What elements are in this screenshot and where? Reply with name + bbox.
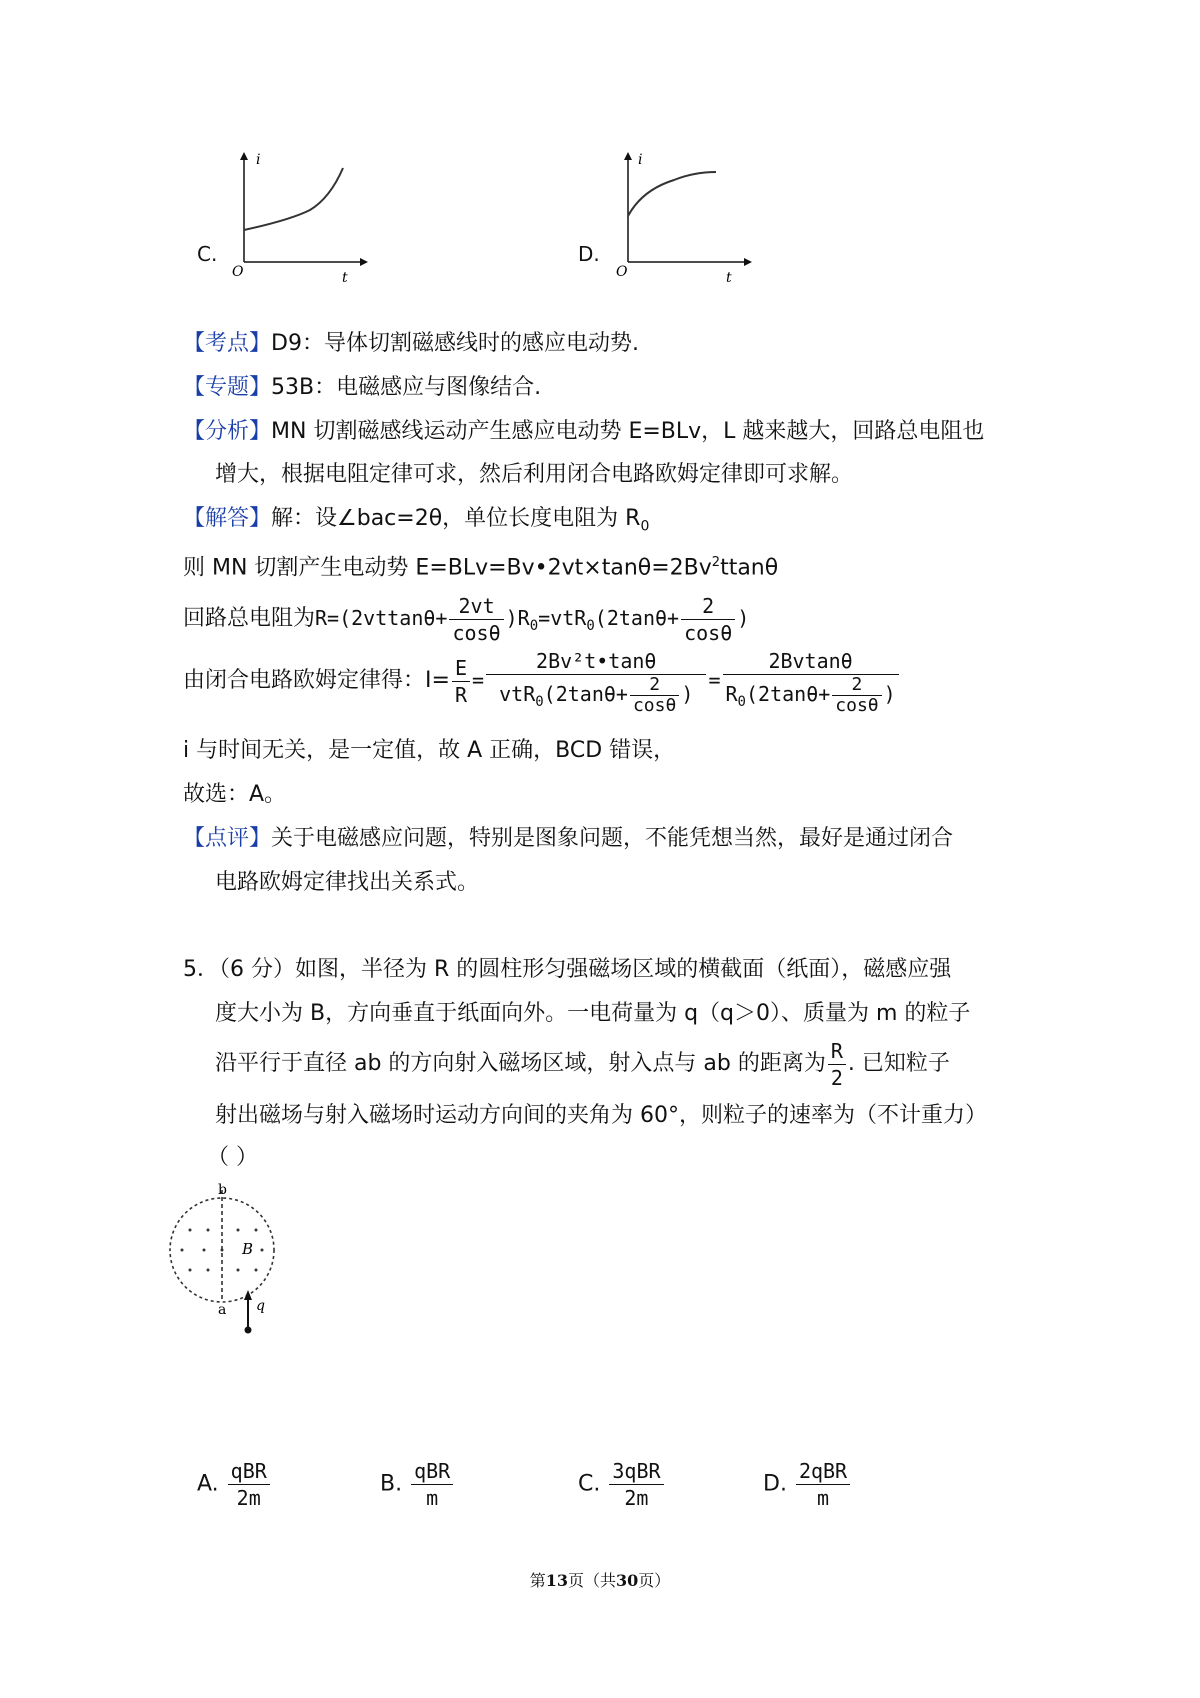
choice-a-num: qBR xyxy=(228,1458,270,1485)
emf-sup: 2 xyxy=(711,555,721,570)
dianping-text-1: 关于电磁感应问题，特别是图象问题，不能凭想当然，最好是通过闭合 xyxy=(271,826,954,851)
graph-c-curve xyxy=(244,168,343,230)
graph-c-t-label: t xyxy=(342,270,348,286)
graph-c xyxy=(210,150,390,290)
q5-line-4: 射出磁场与射入磁场时运动方向间的夹角为 60°，则粒子的速率为（不计重力） xyxy=(215,1103,987,1128)
choice-a-letter: A. xyxy=(197,1471,219,1497)
ohm-inner-2-den: cosθ xyxy=(835,694,879,716)
ohm-frac-2 xyxy=(486,648,706,716)
conclusion-1: i 与时间无关，是一定值，故 A 正确，BCD 错误， xyxy=(183,738,676,763)
graph-c-i-arrow xyxy=(240,152,248,160)
ohm-frac-1 xyxy=(452,655,470,708)
graph-c-t-arrow xyxy=(360,258,368,266)
jieda-line xyxy=(183,504,649,541)
choice-c-frac xyxy=(609,1458,663,1511)
choice-d-letter: D. xyxy=(763,1471,787,1497)
graph-d-t-label: t xyxy=(726,270,732,286)
ohm-close-2: ) xyxy=(883,681,896,706)
choice-c[interactable] xyxy=(578,1458,666,1511)
ohm-frac-3-den-a: R xyxy=(725,681,738,706)
res-sub-2: 0 xyxy=(586,618,595,634)
footer-middle: 页（共 xyxy=(567,1571,616,1590)
res-frac-1-den: cosθ xyxy=(452,621,501,645)
res-a: R=(2vttanθ+ xyxy=(315,606,448,630)
ohm-frac-2-den-a: vtR xyxy=(499,681,536,706)
label-a: a xyxy=(218,1302,227,1318)
emf-suffix: ttanθ xyxy=(720,555,779,581)
ohm-frac-3-den-b: (2tanθ+ xyxy=(745,681,831,706)
footer-prefix: 第 xyxy=(529,1571,546,1590)
q5-frac-den: 2 xyxy=(830,1065,843,1090)
jieda-sub: 0 xyxy=(640,518,650,535)
q5-line-2: 度大小为 B，方向垂直于纸面向外。一电荷量为 q（q＞0）、质量为 m 的粒子 xyxy=(215,1001,971,1026)
res-frac-1 xyxy=(449,593,503,646)
ohm-sub-1: 0 xyxy=(535,693,544,710)
ohm-frac-1-num: E xyxy=(452,655,470,682)
q5-line-1: 5．（6 分）如图，半径为 R 的圆柱形匀强磁场区域的横截面（纸面），磁感应强 xyxy=(183,957,952,982)
fenxi-line-2: 增大，根据电阻定律可求，然后利用闭合电路欧姆定律即可求解。 xyxy=(215,462,854,487)
zhuanti-line xyxy=(183,373,541,403)
graph-d-origin: O xyxy=(616,264,628,280)
fenxi-text-1: MN 切割磁感线运动产生感应电动势 E=BLv，L 越来越大，回路总电阻也 xyxy=(271,419,985,444)
graph-d-svg xyxy=(594,150,774,290)
ohm-inner-2-num: 2 xyxy=(832,675,881,696)
ohm-inner-1-num: 2 xyxy=(630,675,679,696)
ohm-frac-3-num: 2Bvtanθ xyxy=(723,648,899,675)
ohm-inner-1-den: cosθ xyxy=(632,694,677,716)
res-e: ) xyxy=(737,606,750,630)
particle-arrow xyxy=(244,1290,252,1300)
ohm-frac-2-num: 2Bv²t•tanθ xyxy=(486,648,706,675)
emf-line xyxy=(183,548,778,583)
ohm-frac-2-den xyxy=(486,675,706,716)
ohm-sub-2: 0 xyxy=(737,693,746,710)
particle xyxy=(245,1327,252,1334)
dianping-line-2: 电路欧姆定律找出关系式。 xyxy=(215,870,480,895)
q5-frac-num: R xyxy=(828,1038,846,1065)
graph-d-t-arrow xyxy=(744,258,752,266)
ohm-frac-2-den-b: (2tanθ+ xyxy=(543,681,628,706)
label-b: b xyxy=(218,1182,227,1198)
footer-suffix: 页） xyxy=(638,1571,671,1590)
res-frac-2-den: cosθ xyxy=(684,621,733,645)
zhuanti-tag: 【专题】 xyxy=(183,375,272,400)
res-sub-1: 0 xyxy=(529,618,539,634)
res-frac-2 xyxy=(681,593,735,646)
footer-total: 30 xyxy=(616,1571,639,1590)
fenxi-line-1 xyxy=(183,417,984,447)
graph-d-label: D. xyxy=(578,242,600,266)
resistance-prefix: 回路总电阻为 xyxy=(183,606,316,631)
ohm-eq-1: = xyxy=(471,668,485,692)
res-frac-1-num: 2vt xyxy=(449,593,503,620)
fenxi-tag: 【分析】 xyxy=(183,419,272,444)
magnetic-field-figure xyxy=(160,1178,300,1338)
res-d: (2tanθ+ xyxy=(594,606,680,630)
jieda-text: 解：设∠bac=2θ，单位长度电阻为 R xyxy=(271,506,641,531)
q5-frac xyxy=(828,1038,846,1091)
choice-b[interactable] xyxy=(380,1458,455,1511)
choice-d-frac xyxy=(796,1458,850,1511)
ohm-inner-frac-2 xyxy=(832,675,881,716)
choice-a[interactable] xyxy=(197,1458,272,1511)
conclusion-2: 故选：A。 xyxy=(183,782,287,807)
emf-prefix: 则 MN 切割产生电动势 E=BLv=Bv•2vt×tanθ=2Bv xyxy=(183,555,712,581)
choice-b-letter: B. xyxy=(380,1471,403,1497)
graph-c-svg xyxy=(210,150,390,290)
res-b: )R xyxy=(505,606,530,630)
graph-d-i-arrow xyxy=(624,152,632,160)
kaodian-tag: 【考点】 xyxy=(183,331,272,356)
ohm-frac-3 xyxy=(723,648,899,716)
kaodian-text: D9：导体切割磁感线时的感应电动势. xyxy=(271,331,639,356)
choice-b-frac xyxy=(411,1458,453,1511)
dianping-line-1 xyxy=(183,824,953,854)
magnetic-field-svg xyxy=(160,1178,300,1338)
q5-line-3 xyxy=(215,1034,950,1094)
ohm-eq-2: = xyxy=(708,668,721,692)
ohm-prefix: 由闭合电路欧姆定律得：I= xyxy=(183,668,450,693)
ohm-frac-1-den: R xyxy=(454,683,467,707)
zhuanti-text: 53B：电磁感应与图像结合. xyxy=(271,375,542,400)
graph-d-curve xyxy=(628,172,716,216)
choice-c-den: 2m xyxy=(624,1486,649,1510)
choice-a-den: 2m xyxy=(236,1486,261,1510)
label-B: B xyxy=(242,1240,254,1258)
graph-c-i-label: i xyxy=(256,152,261,168)
footer-page: 13 xyxy=(545,1571,568,1590)
kaodian-line xyxy=(183,329,639,359)
graph-c-origin: O xyxy=(232,264,244,280)
jieda-tag: 【解答】 xyxy=(183,506,272,531)
ohm-close-1: ) xyxy=(681,681,694,706)
choice-d-num: 2qBR xyxy=(796,1458,850,1485)
q5-line-3-a: 沿平行于直径 ab 的方向射入磁场区域，射入点与 ab 的距离为 xyxy=(215,1051,826,1076)
choice-d-den: m xyxy=(817,1486,830,1510)
ohm-frac-3-den xyxy=(723,675,899,716)
choice-c-letter: C. xyxy=(578,1471,601,1497)
dianping-tag: 【点评】 xyxy=(183,826,272,851)
q5-line-3-b: . 已知粒子 xyxy=(847,1051,950,1076)
choice-d[interactable] xyxy=(763,1458,852,1511)
choice-b-den: m xyxy=(426,1486,439,1510)
ohm-line xyxy=(183,645,901,716)
q5-blank: （ ） xyxy=(207,1145,258,1170)
ohm-inner-frac-1 xyxy=(630,675,679,716)
res-c: =vtR xyxy=(538,606,587,630)
page-footer xyxy=(0,1568,1200,1591)
graph-c-label: C. xyxy=(197,242,218,266)
graph-d-i-label: i xyxy=(638,152,643,168)
graph-d xyxy=(594,150,774,290)
choice-b-num: qBR xyxy=(411,1458,453,1485)
res-frac-2-num: 2 xyxy=(681,593,735,620)
label-q: q xyxy=(256,1298,265,1314)
choice-a-frac xyxy=(228,1458,270,1511)
choice-c-num: 3qBR xyxy=(609,1458,663,1485)
